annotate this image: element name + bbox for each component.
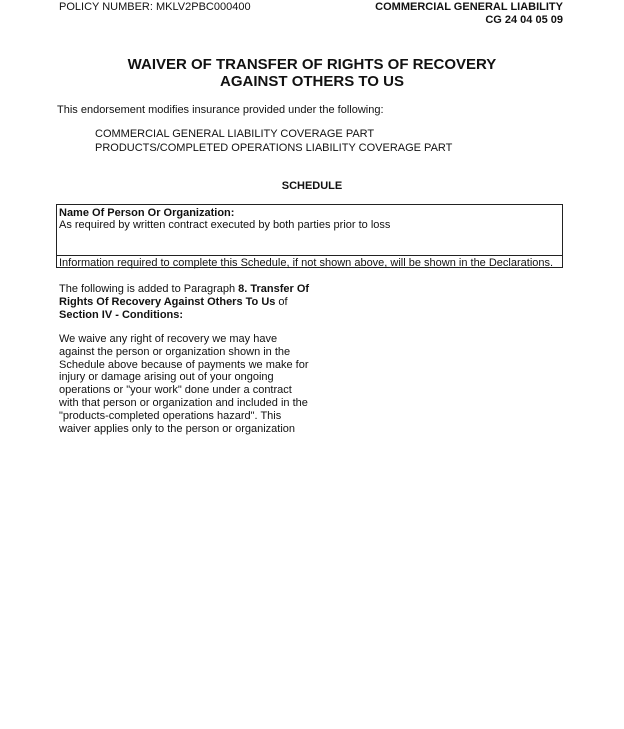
schedule-field-value: As required by written contract executed by both parties prior to loss — [59, 219, 391, 231]
provision-text-connector: of — [275, 295, 288, 308]
form-line-title: COMMERCIAL GENERAL LIABILITY — [375, 1, 563, 13]
coverage-part-item: COMMERCIAL GENERAL LIABILITY COVERAGE PART — [95, 128, 375, 140]
schedule-divider — [57, 255, 562, 256]
provision-section-reference: Section IV - Conditions: — [59, 308, 184, 321]
schedule-table — [56, 204, 563, 268]
schedule-field-label: Name Of Person Or Organization: — [59, 207, 235, 219]
provision-paragraph-reference: 8. Transfer Of Rights Of Recovery Against Others To Us — [59, 283, 310, 308]
provision-paragraph — [59, 283, 311, 321]
policy-number: POLICY NUMBER: MKLV2PBC000400 — [59, 1, 251, 13]
form-identifier — [375, 1, 563, 27]
intro-text: This endorsement modifies insurance provided under the following: — [57, 104, 384, 116]
document-title-line2: AGAINST OTHERS TO US — [220, 73, 404, 90]
schedule-heading: SCHEDULE — [281, 180, 343, 192]
document-title — [0, 56, 624, 90]
coverage-part-item: PRODUCTS/COMPLETED OPERATIONS LIABILITY COVERAGE PART — [95, 141, 453, 154]
waiver-paragraph: We waive any right of recovery we may have against the person or organization shown in the Schedule above because of payments we make for injury or damage arising out of your ongoing operations or "your work" done under a contract with that person or organization and included in the "products-completed operations hazard". This waiver applies only to the person or organization — [59, 333, 309, 435]
form-line-code: CG 24 04 05 09 — [485, 14, 563, 26]
provision-text: The following is added to Paragraph — [59, 283, 239, 295]
document-title-line1: WAIVER OF TRANSFER OF RIGHTS OF RECOVERY — [127, 56, 497, 73]
schedule-footer-note: Information required to complete this Schedule, if not shown above, will be shown in the Declarations. — [59, 257, 554, 269]
coverage-parts-list — [95, 128, 452, 155]
